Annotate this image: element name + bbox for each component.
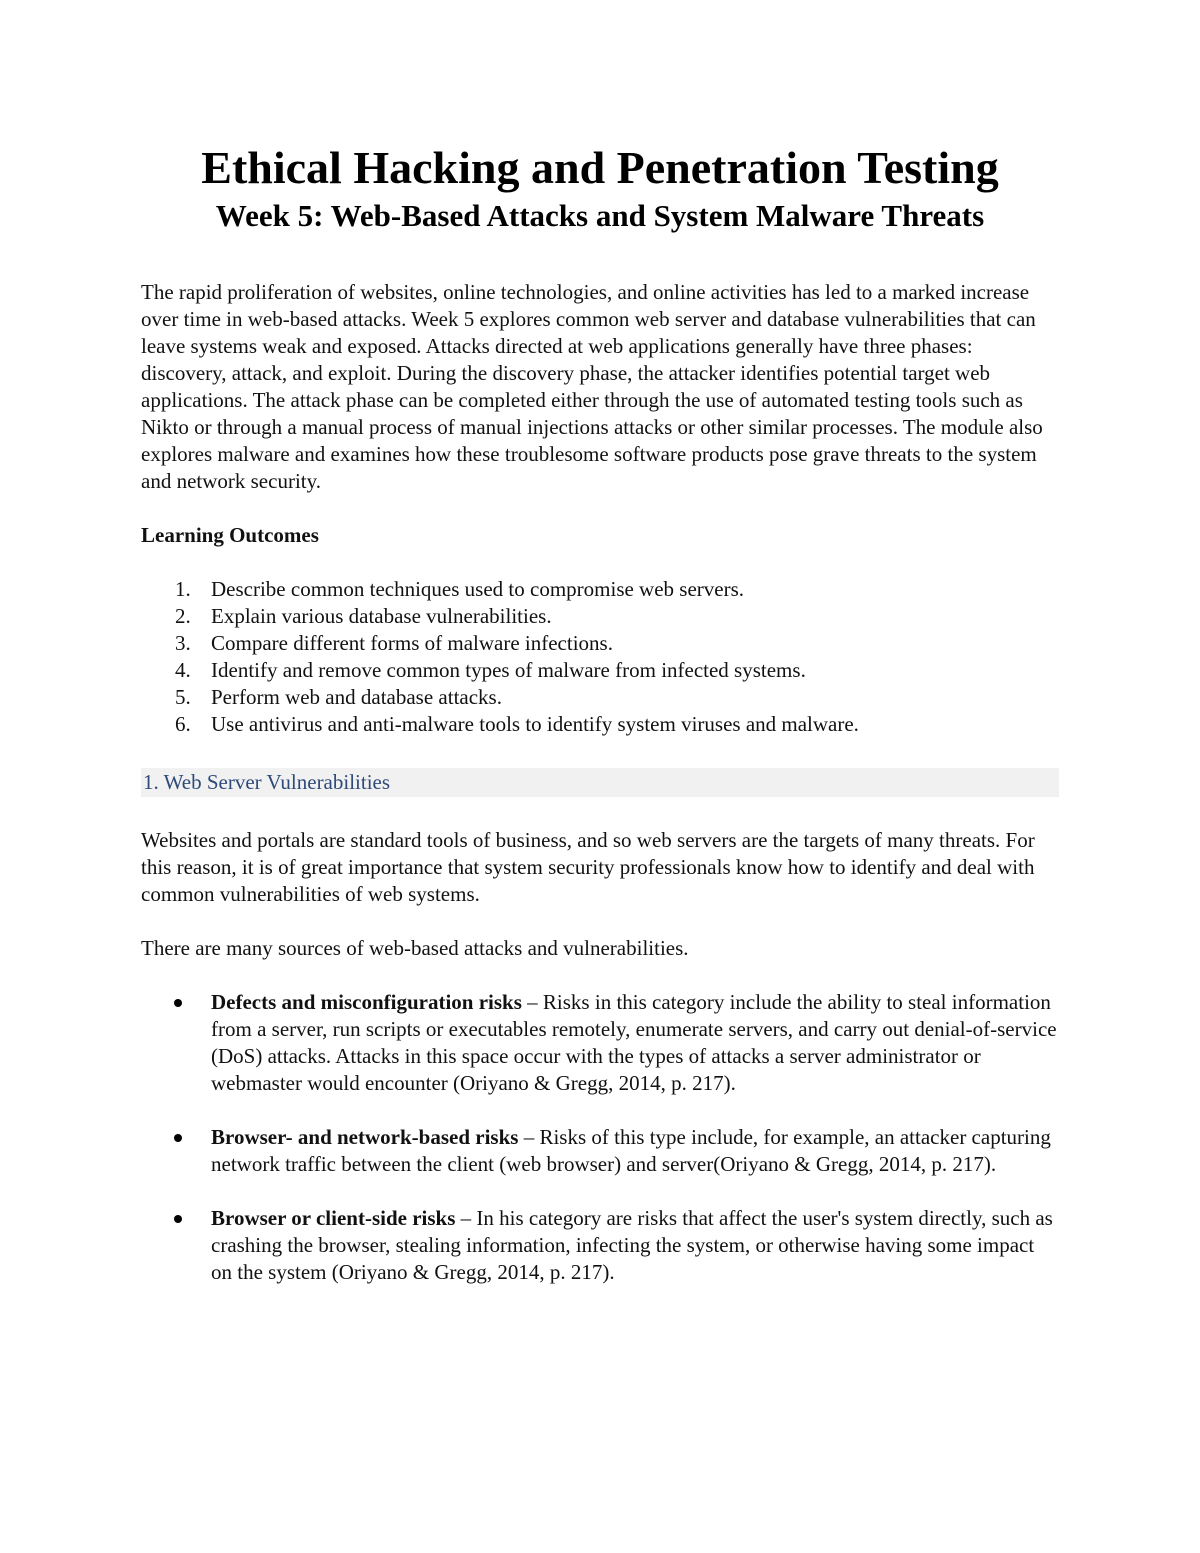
bullet-icon xyxy=(174,1134,182,1142)
document-content xyxy=(141,140,1059,1313)
list-item-number: 4. xyxy=(175,658,191,682)
list-item xyxy=(141,657,1059,684)
bullet-icon xyxy=(174,1215,182,1223)
list-item xyxy=(141,576,1059,603)
list-item xyxy=(141,684,1059,711)
bullet-icon xyxy=(174,999,182,1007)
list-item-number: 3. xyxy=(175,631,191,655)
risk-description: – Risks of this type include, for example, an attacker capturing network traffic between the client (web browser) and server(Oriyano & Gregg, 2014, p. 217). xyxy=(211,1125,1051,1176)
risk-term: Browser or client-side risks xyxy=(211,1206,456,1230)
learning-outcomes-heading: Learning Outcomes xyxy=(141,523,319,547)
list-item xyxy=(141,1124,1059,1178)
list-item xyxy=(141,711,1059,738)
list-item-number: 6. xyxy=(175,712,191,736)
risk-term: Defects and misconfiguration risks xyxy=(211,990,522,1014)
list-item-text: Compare different forms of malware infections. xyxy=(211,631,613,655)
risk-description: – In his category are risks that affect the user's system directly, such as crashing the browser, stealing information, infecting the system, or otherwise having some impact on the system (Oriyano & Gregg, 2014, p. 217). xyxy=(211,1206,1053,1284)
list-item-text: Perform web and database attacks. xyxy=(211,685,502,709)
document-subtitle: Week 5: Web-Based Attacks and System Malware Threats xyxy=(215,198,985,233)
list-item-number: 5. xyxy=(175,685,191,709)
risk-description: – Risks in this category include the ability to steal information from a server, run scripts or executables remotely, enumerate servers, and carry out denial-of-service (DoS) attacks. Attacks in this space occur with the types of attacks a server administrator or webmaster would encounter (Oriyano & Gregg, 2014, p. 217). xyxy=(211,990,1057,1095)
learning-outcomes-list xyxy=(141,576,1059,738)
list-item-text: Identify and remove common types of malware from infected systems. xyxy=(211,658,806,682)
section-paragraph: Websites and portals are standard tools of business, and so web servers are the targets of many threats. For this reason, it is of great importance that system security professionals know how to identify and deal with common vulnerabilities of web systems. xyxy=(141,828,1035,906)
list-item-text: Describe common techniques used to compromise web servers. xyxy=(211,577,745,601)
list-item xyxy=(141,630,1059,657)
section-paragraph: There are many sources of web-based attacks and vulnerabilities. xyxy=(141,936,689,960)
list-item-number: 1. xyxy=(175,577,191,601)
list-item-text: Explain various database vulnerabilities. xyxy=(211,604,552,628)
risk-term: Browser- and network-based risks xyxy=(211,1125,519,1149)
list-item-text: Use antivirus and anti-malware tools to identify system viruses and malware. xyxy=(211,712,859,736)
document-title: Ethical Hacking and Penetration Testing xyxy=(201,142,999,193)
section-heading-web-server-vulnerabilities: 1. Web Server Vulnerabilities xyxy=(141,768,1059,797)
list-item-number: 2. xyxy=(175,604,191,628)
risks-list xyxy=(141,989,1059,1286)
list-item xyxy=(141,1205,1059,1286)
intro-paragraph: The rapid proliferation of websites, online technologies, and online activities has led to a marked increase over time in web-based attacks. Week 5 explores common web server and database vulnerabilities that can leave systems weak and exposed. Attacks directed at web applications generally have three phases: discovery, attack, and exploit. During the discovery phase, the attacker identifies potential target web applications. The attack phase can be completed either through the use of automated testing tools such as Nikto or through a manual process of manual injections attacks or other similar processes. The module also explores malware and examines how these troublesome software products pose grave threats to the system and network security. xyxy=(141,280,1043,493)
list-item xyxy=(141,603,1059,630)
list-item xyxy=(141,989,1059,1097)
